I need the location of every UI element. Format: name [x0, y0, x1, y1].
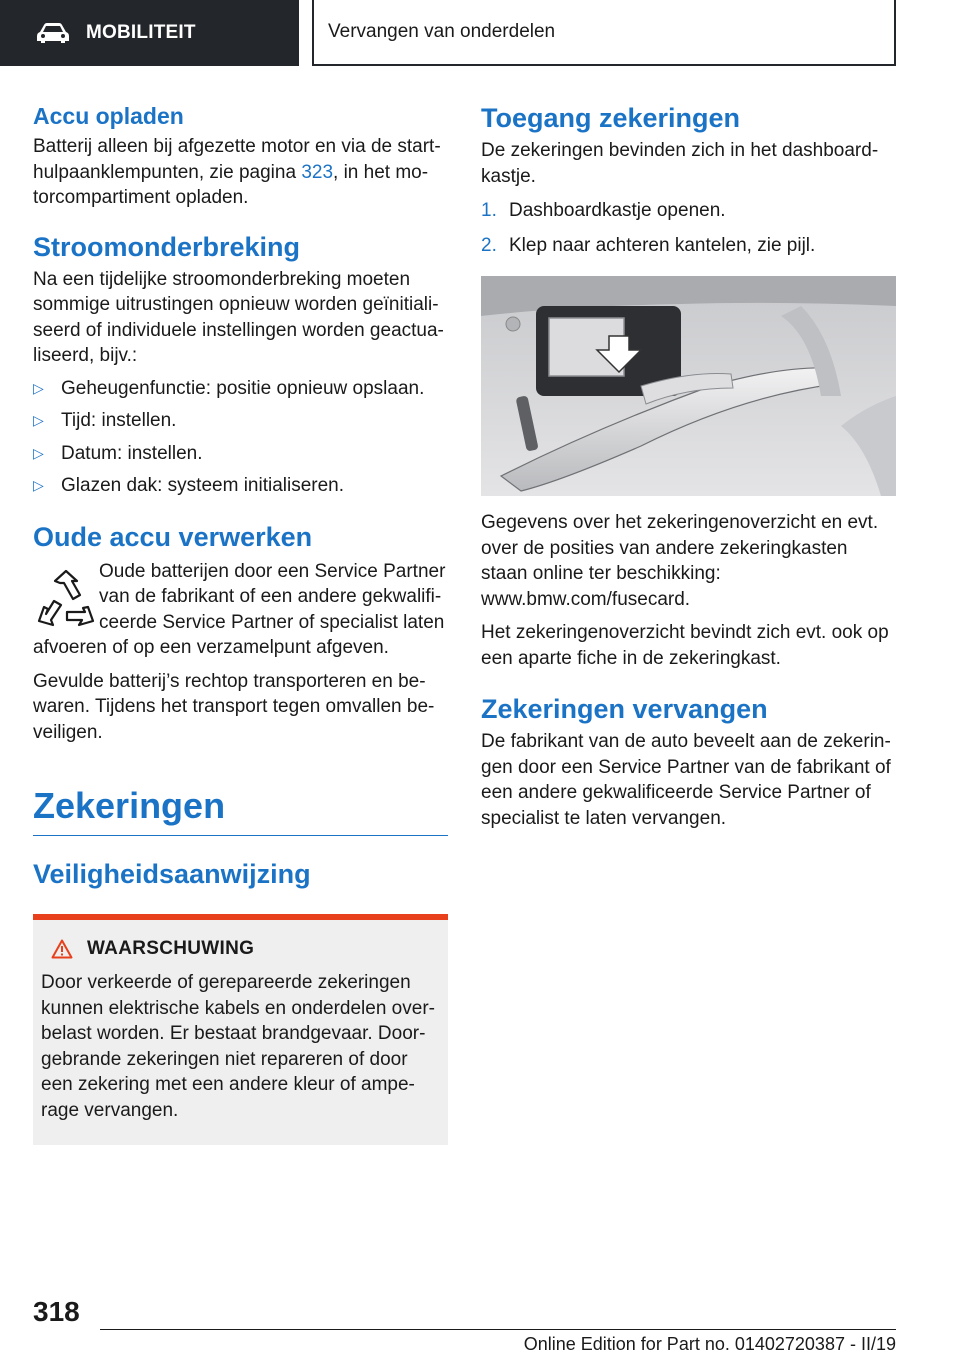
warning-title — [51, 938, 435, 960]
list-item: ▷ Datum: instellen. — [33, 441, 448, 467]
recycle-icon — [33, 567, 99, 633]
footer-divider — [100, 1329, 896, 1330]
accu-paragraph — [33, 134, 448, 211]
section-label: MOBILITEIT — [86, 22, 196, 43]
list-item: 2. Klep naar achteren kantelen, zie pijl. — [481, 234, 816, 256]
heading-zekeringen-vervangen: Zekeringen vervangen — [481, 694, 768, 724]
right-column — [481, 100, 896, 831]
oude-block — [33, 559, 448, 661]
toegang-paragraph: De zekeringen bevinden zich in het dashboard-kastje. — [481, 140, 879, 187]
triangle-bullet-icon: ▷ — [33, 444, 44, 461]
accu-text-a: Batterij alleen bij afgezette motor en via de start-hulpaanklempunten, zie pagina — [33, 136, 441, 183]
triangle-bullet-icon: ▷ — [33, 412, 44, 428]
oude-paragraph-2: Gevulde batterij’s rechtop transporteren en be-waren. Tijdens het transport tegen omvallen be-veiligen. — [33, 670, 435, 743]
car-icon — [36, 22, 70, 44]
heading-veiligheidsaanwijzing: Veiligheidsaanwijzing — [33, 859, 311, 889]
warning-triangle-icon — [51, 939, 73, 959]
heading-oude-accu: Oude accu verwerken — [33, 521, 313, 552]
heading-zekeringen: Zekeringen — [33, 785, 226, 826]
heading-stroomonderbreking: Stroomonderbreking — [33, 231, 301, 262]
oude-paragraph: Oude batterijen door een Service Partner van de fabrikant of een andere gekwalifi-ceerde Service Partner of specialist laten afvoeren of op een verzamelpunt afgeven. — [33, 560, 446, 658]
warning-label: WAARSCHUWING — [87, 938, 255, 959]
list-item: ▷ Glazen dak: systeem initialiseren. — [33, 473, 448, 499]
page-header — [0, 0, 960, 66]
footer-edition: Online Edition for Part no. 01402720387 - II/19 — [523, 1334, 896, 1354]
glovebox-photo — [481, 276, 896, 496]
warning-text: Door verkeerde of gerepareerde zekeringen kunnen elektrische kabels en onderdelen over-belast worden. Er bestaat brandgevaar. Door-gebrande zekeringen niet repareren of door een zekering met een andere kleur of ampe-rage vervangen. — [41, 972, 435, 1121]
page-link-323[interactable]: 323 — [301, 161, 334, 183]
heading-toegang-zekeringen: Toegang zekeringen — [481, 103, 741, 133]
heading-accu-opladen: Accu opladen — [33, 103, 184, 129]
page-number: 318 — [33, 1296, 80, 1327]
left-column — [33, 100, 448, 1145]
info-paragraph-2: Het zekeringenoverzicht bevindt zich evt. ook op een aparte fiche in de zekeringkast. — [481, 622, 889, 669]
stroom-list — [33, 376, 448, 499]
list-item: ▷ Tijd: instellen. — [33, 408, 448, 434]
triangle-bullet-icon: ▷ — [33, 477, 44, 493]
glovebox-illustration — [481, 276, 896, 496]
section-divider — [33, 835, 448, 836]
stroom-paragraph: Na een tijdelijke stroomonderbreking moeten sommige uitrustingen opnieuw worden geïnitiali-seerd of individuele instellingen worden geactua-liseerd, bijv.: — [33, 268, 444, 366]
accu-text-b: , in het mo-torcompartiment opladen. — [33, 161, 429, 208]
triangle-bullet-icon: ▷ — [33, 379, 44, 396]
vervang-paragraph: De fabrikant van de auto beveelt aan de zekerin-gen door een Service Partner van de fabrikant of een andere gekwalificeerde Service Partner of specialist te laten vervangen. — [481, 731, 891, 829]
steps-list — [481, 198, 896, 258]
chapter-tab[interactable] — [312, 0, 896, 66]
section-tab[interactable] — [0, 0, 299, 66]
warning-box — [33, 914, 448, 1145]
info-paragraph: Gegevens over het zekeringenoverzicht en evt. over de posities van andere zekeringkasten staan online ter beschikking: www.bmw.com/fusecard. — [481, 512, 879, 610]
list-item: ▷ Geheugenfunctie: positie opnieuw opslaan. — [33, 376, 448, 402]
list-item: 1. Dashboardkastje openen. — [481, 200, 726, 221]
chapter-label: Vervangen van onderdelen — [328, 21, 556, 42]
